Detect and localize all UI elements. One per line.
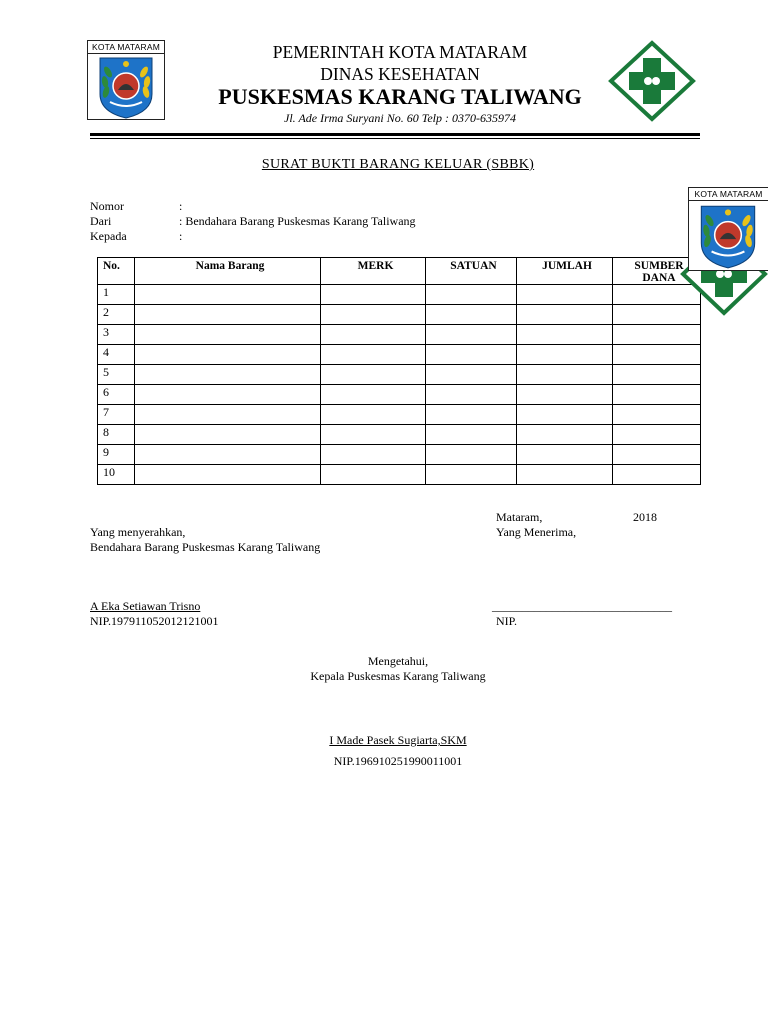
sumber-dana-cell — [613, 465, 701, 485]
merk-cell — [321, 305, 426, 325]
header-line1: PEMERINTAH KOTA MATARAM — [272, 42, 528, 62]
merk-cell — [321, 425, 426, 445]
table-row — [98, 305, 701, 325]
left-signer-role: Yang menyerahkan, — [90, 525, 186, 539]
merk-cell — [321, 285, 426, 305]
nama-barang-cell — [135, 345, 321, 365]
merk-cell — [321, 405, 426, 425]
merk-cell — [321, 465, 426, 485]
table-body — [98, 285, 701, 485]
table-row — [98, 285, 701, 305]
mataram-emblem-icon — [88, 54, 164, 120]
merk-cell — [321, 385, 426, 405]
col-header-jumlah: JUMLAH — [517, 258, 613, 285]
row-number: 4 — [98, 345, 135, 365]
satuan-cell — [426, 385, 517, 405]
col-header-merk: MERK — [321, 258, 426, 285]
jumlah-cell — [517, 325, 613, 345]
header-address: Jl. Ade Irma Suryani No. 60 Telp : 0370-635974 — [284, 111, 516, 125]
jumlah-cell — [517, 405, 613, 425]
header-rule-thin — [90, 138, 700, 139]
sumber-dana-cell — [613, 365, 701, 385]
logo-caption: KOTA MATARAM — [88, 41, 164, 54]
satuan-cell — [426, 345, 517, 365]
kepada-value: : — [179, 229, 183, 243]
row-number: 8 — [98, 425, 135, 445]
jumlah-cell — [517, 305, 613, 325]
sumber-dana-cell — [613, 345, 701, 365]
table-row — [98, 405, 701, 425]
sumber-dana-cell — [613, 385, 701, 405]
nomor-label: Nomor — [90, 199, 124, 213]
items-table — [97, 257, 701, 485]
left-signer-nip: NIP.197911052012121001 — [90, 614, 219, 628]
table-row — [98, 465, 701, 485]
jumlah-cell — [517, 345, 613, 365]
satuan-cell — [426, 325, 517, 345]
row-number: 10 — [98, 465, 135, 485]
table-row — [98, 365, 701, 385]
sumber-line1: SUMBER — [634, 260, 684, 272]
nomor-value: : — [179, 199, 183, 213]
jumlah-cell — [517, 445, 613, 465]
nama-barang-cell — [135, 325, 321, 345]
nama-barang-cell — [135, 445, 321, 465]
kota-mataram-logo — [87, 40, 165, 120]
satuan-cell — [426, 365, 517, 385]
satuan-cell — [426, 465, 517, 485]
satuan-cell — [426, 305, 517, 325]
overlay-logo-caption: KOTA MATARAM — [689, 188, 768, 201]
row-number: 9 — [98, 445, 135, 465]
table-row — [98, 345, 701, 365]
dari-value: : Bendahara Barang Puskesmas Karang Taliwang — [179, 214, 416, 228]
sumber-dana-cell — [613, 405, 701, 425]
center-signer-role: Mengetahui, — [367, 654, 429, 668]
sumber-dana-cell — [613, 425, 701, 445]
right-signer-nip: NIP. — [496, 614, 518, 628]
jumlah-cell — [517, 425, 613, 445]
date-year: 2018 — [633, 510, 657, 524]
merk-cell — [321, 325, 426, 345]
right-signature-line: ______________________________ — [492, 599, 672, 613]
merk-cell — [321, 445, 426, 465]
kepada-label: Kepada — [90, 229, 127, 243]
nama-barang-cell — [135, 305, 321, 325]
puskesmas-logo-icon — [606, 40, 698, 122]
table-row — [98, 385, 701, 405]
right-signer-role: Yang Menerima, — [496, 525, 577, 539]
merk-cell — [321, 365, 426, 385]
table-row — [98, 325, 701, 345]
dari-label: Dari — [90, 214, 112, 228]
jumlah-cell — [517, 385, 613, 405]
row-number: 6 — [98, 385, 135, 405]
center-signer-nip: NIP.196910251990011001 — [333, 754, 463, 768]
row-number: 2 — [98, 305, 135, 325]
left-signer-name: A Eka Setiawan Trisno — [90, 599, 201, 613]
overlay-mataram-emblem-icon — [689, 201, 767, 271]
table-header-row — [98, 258, 701, 285]
nama-barang-cell — [135, 365, 321, 385]
col-header-nama-barang: Nama Barang — [135, 258, 321, 285]
row-number: 3 — [98, 325, 135, 345]
jumlah-cell — [517, 285, 613, 305]
nama-barang-cell — [135, 465, 321, 485]
satuan-cell — [426, 285, 517, 305]
table-row — [98, 445, 701, 465]
satuan-cell — [426, 425, 517, 445]
sumber-dana-cell — [613, 325, 701, 345]
header-line3: PUSKESMAS KARANG TALIWANG — [218, 84, 582, 109]
header-line2: DINAS KESEHATAN — [320, 64, 480, 84]
sumber-line2: DANA — [642, 272, 676, 284]
nama-barang-cell — [135, 385, 321, 405]
nama-barang-cell — [135, 285, 321, 305]
center-signer-title: Kepala Puskesmas Karang Taliwang — [310, 669, 486, 683]
header-rule-thick — [90, 133, 700, 136]
sumber-dana-cell — [613, 445, 701, 465]
satuan-cell — [426, 405, 517, 425]
row-number: 7 — [98, 405, 135, 425]
row-number: 5 — [98, 365, 135, 385]
col-header-no: No. — [98, 258, 135, 285]
jumlah-cell — [517, 365, 613, 385]
col-header-satuan: SATUAN — [426, 258, 517, 285]
left-signer-title: Bendahara Barang Puskesmas Karang Taliwang — [90, 540, 321, 554]
merk-cell — [321, 345, 426, 365]
row-number: 1 — [98, 285, 135, 305]
jumlah-cell — [517, 465, 613, 485]
overlay-mataram-logo — [688, 187, 768, 271]
center-signer-name: I Made Pasek Sugiarta,SKM — [329, 733, 467, 747]
satuan-cell — [426, 445, 517, 465]
nama-barang-cell — [135, 405, 321, 425]
nama-barang-cell — [135, 425, 321, 445]
document-title: SURAT BUKTI BARANG KELUAR (SBBK) — [261, 157, 535, 172]
table-row — [98, 425, 701, 445]
place-date: Mataram, — [496, 510, 543, 524]
